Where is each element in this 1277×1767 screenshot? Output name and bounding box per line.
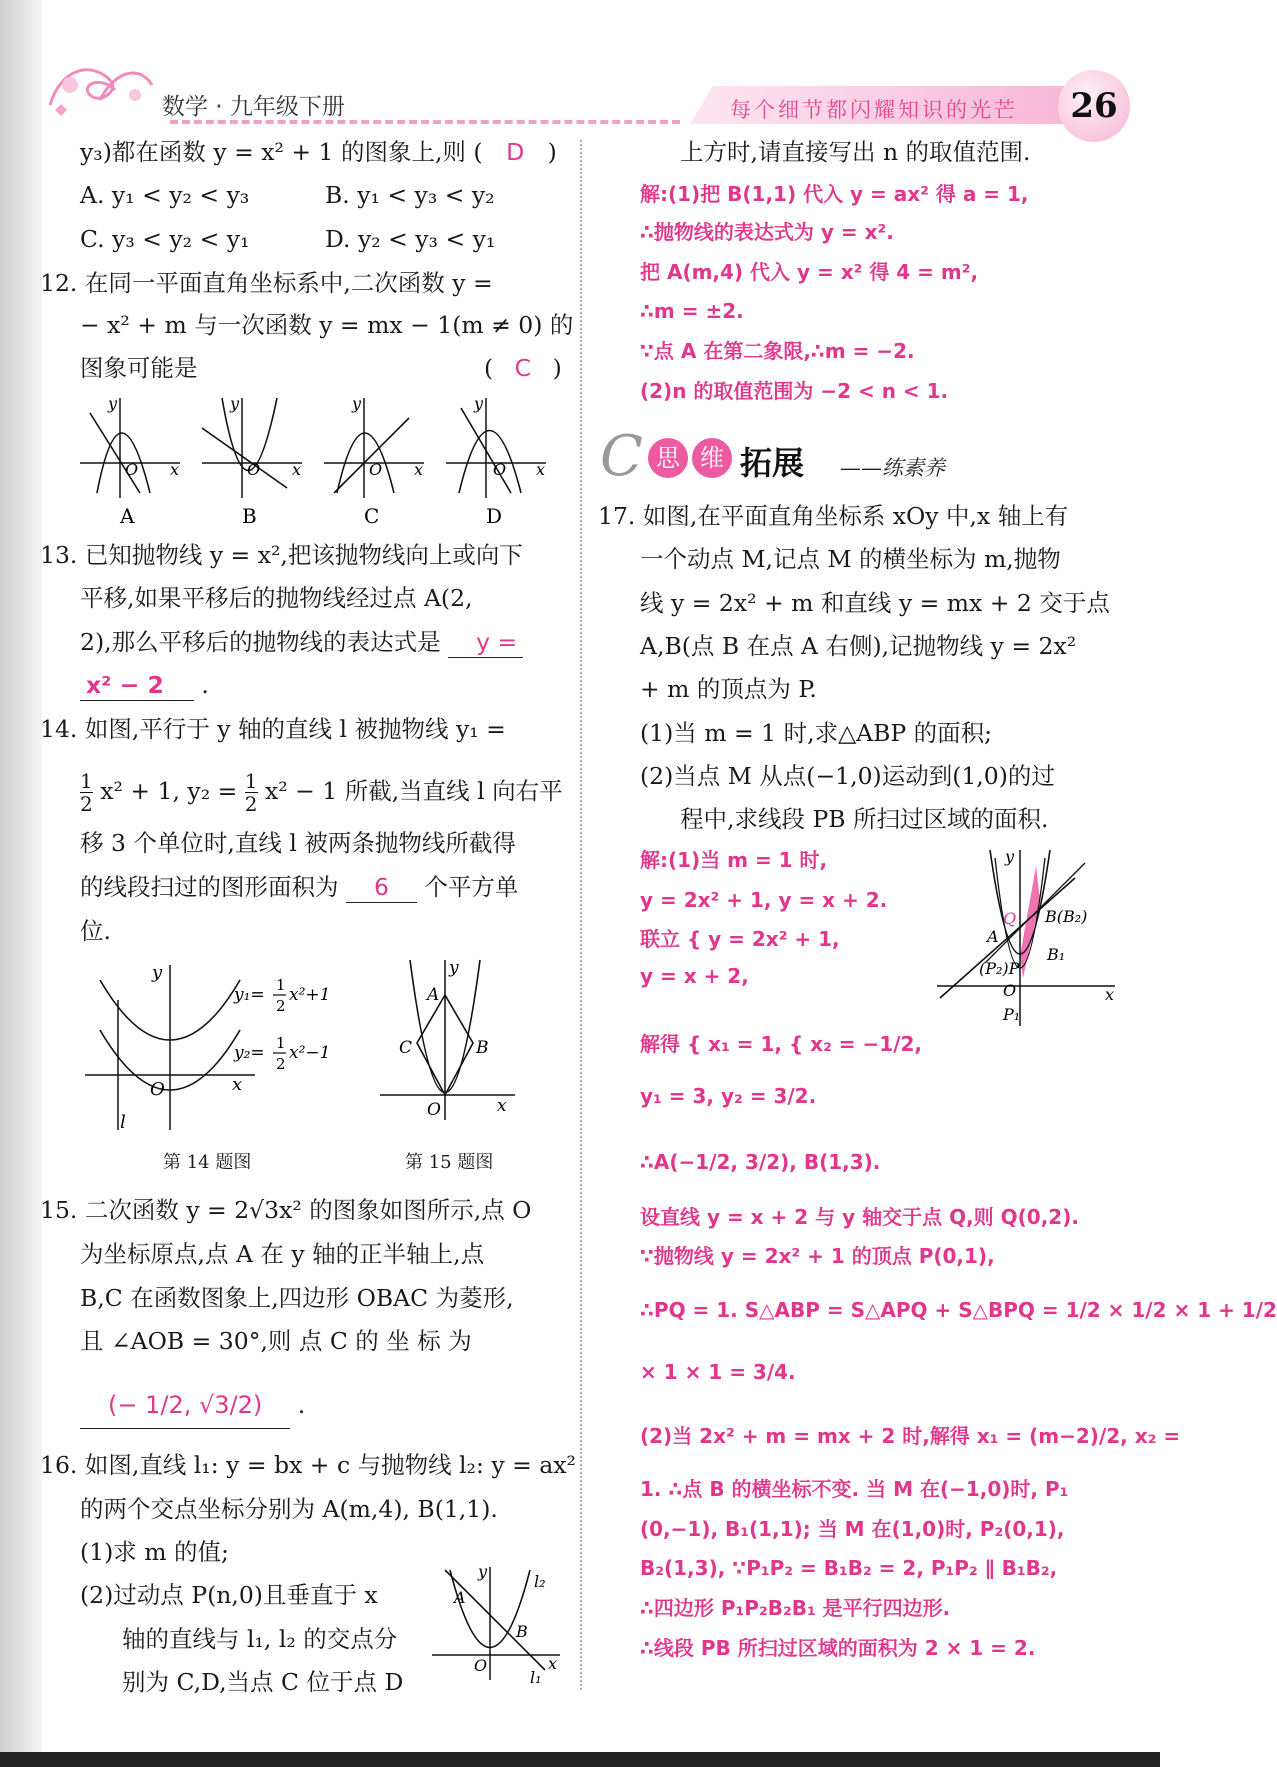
q16-line-3: (1)求 m 的值;	[80, 1538, 229, 1566]
sol17-line-13: 1. ∴点 B 的横坐标不变. 当 M 在(−1,0)时, P₁	[640, 1477, 1069, 1501]
fig14-line-l: l	[120, 1112, 126, 1133]
q11-option-c: C. y₃ < y₂ < y₁	[80, 225, 250, 253]
fig15-label-b: B	[476, 1038, 489, 1058]
q12-label-b: B	[242, 504, 257, 528]
svg-text:y: y	[230, 394, 240, 413]
fig17-label-o: O	[1003, 981, 1017, 1000]
fig14-y2-label: y₂=	[234, 1043, 265, 1063]
q14-line-3: 移 3 个单位时,直线 l 被两条抛物线所截得	[80, 829, 516, 857]
page-number: 26	[1058, 70, 1130, 142]
q16-line-6: 别为 C,D,当点 C 位于点 D	[122, 1668, 404, 1696]
fig14-y1-den: 2	[276, 997, 286, 1015]
fig17-label-b: B(B₂)	[1045, 907, 1088, 926]
fig16-label-a: A	[454, 1588, 466, 1607]
svg-text:x: x	[414, 460, 424, 479]
sol17-line-12: (2)当 2x² + m = mx + 2 时,解得 x₁ = (m−2)/2, x₂ =	[640, 1424, 1181, 1448]
q15-answer-line	[80, 1390, 305, 1429]
sol17-line-14: (0,−1), B₁(1,1); 当 M 在(1,0)时, P₂(0,1),	[640, 1517, 1065, 1541]
section-title: 拓展	[740, 444, 805, 482]
section-badge	[600, 424, 980, 490]
q13-line-4	[80, 670, 209, 701]
q16-line-1: 16. 如图,直线 l₁: y = bx + c 与抛物线 l₂: y = ax²	[40, 1451, 576, 1479]
section-subtitle: ——练素养	[840, 456, 945, 480]
fig16-label-b: B	[516, 1622, 528, 1641]
q13-line-2: 平移,如果平移后的抛物线经过点 A(2,	[80, 584, 473, 612]
q15-line-2: 为坐标原点,点 A 在 y 轴的正半轴上,点	[80, 1240, 485, 1268]
q16-line-2: 的两个交点坐标分别为 A(m,4), B(1,1).	[80, 1495, 498, 1523]
q12-graphs	[75, 393, 565, 528]
q13-answer-part-2: x² − 2	[80, 670, 194, 701]
q12-label-d: D	[486, 504, 503, 528]
q14-frac-2-num: 1	[244, 769, 258, 793]
q12-graph-d	[446, 394, 546, 528]
q16-line-5: 轴的直线与 l₁, l₂ 的交点分	[122, 1625, 398, 1653]
fig14-y2-num: 1	[276, 1034, 286, 1052]
svg-text:O: O	[125, 460, 139, 479]
sol16-line-3: 把 A(m,4) 代入 y = x² 得 4 = m²,	[640, 260, 979, 284]
q15-line-3: B,C 在函数图象上,四边形 OBAC 为菱形,	[80, 1284, 514, 1312]
fig17-label-p2: (P₂)P	[979, 959, 1020, 978]
fig15-graph	[375, 955, 525, 1135]
q12-answer: C	[514, 354, 532, 382]
sol17-line-7: ∴A(−1/2, 3/2), B(1,3).	[640, 1150, 881, 1174]
fig15-label-c: C	[399, 1038, 413, 1058]
sol17-line-15: B₂(1,3), ∵P₁P₂ = B₁B₂ = 2, P₁P₂ ∥ B₁B₂,	[640, 1556, 1058, 1580]
bottom-bar	[0, 1752, 1160, 1767]
q15-line-4: 且 ∠AOB = 30°,则 点 C 的 坐 标 为	[80, 1327, 472, 1355]
svg-text:x: x	[170, 460, 180, 479]
sol16-line-1: 解:(1)把 B(1,1) 代入 y = ax² 得 a = 1,	[640, 182, 1029, 206]
sol16-line-4: ∴m = ±2.	[640, 299, 744, 323]
q12-label-c: C	[364, 504, 380, 528]
q13-answer-part-1: y =	[448, 627, 523, 658]
q13-line-3	[80, 627, 523, 658]
fig17-label-q: Q	[1003, 909, 1017, 928]
q14-line-1: 14. 如图,平行于 y 轴的直线 l 被抛物线 y₁ =	[40, 715, 506, 743]
sol17-line-6: y₁ = 3, y₂ = 3/2.	[640, 1084, 817, 1108]
section-letter: C	[600, 424, 643, 489]
q14-frac-1-den: 2	[80, 792, 93, 816]
sol17-line-1: 解:(1)当 m = 1 时,	[640, 848, 828, 872]
q14-frac-2	[245, 770, 258, 815]
q17-line-4: A,B(点 B 在点 A 右侧),记抛物线 y = 2x²	[640, 632, 1077, 660]
q12-line-1: 12. 在同一平面直角坐标系中,二次函数 y =	[40, 269, 493, 297]
q12-paren-close: )	[552, 354, 562, 382]
q12-graph-a	[80, 394, 180, 528]
q12-label-a: A	[120, 504, 135, 528]
flourish-icon	[40, 50, 160, 120]
svg-text:O: O	[247, 460, 261, 479]
sol16-line-2: ∴抛物线的表达式为 y = x².	[640, 220, 894, 244]
svg-text:y: y	[474, 394, 484, 413]
q17-line-5: + m 的顶点为 P.	[640, 675, 817, 703]
fig15-axis-x: x	[497, 1096, 507, 1116]
sol16-line-5: ∵点 A 在第二象限,∴m = −2.	[640, 339, 915, 363]
q13-line-3-text: 2),那么平移后的抛物线的表达式是	[80, 628, 441, 656]
q11-stem-text: y₃)都在函数 y = x² + 1 的图象上,则 (	[80, 138, 483, 166]
q11-option-a: A. y₁ < y₂ < y₃	[80, 181, 250, 209]
fig15-label-o: O	[427, 1100, 441, 1120]
q14-line-5: 位.	[80, 917, 111, 945]
book-title: 数学 · 九年级下册	[162, 94, 345, 120]
q17-line-2: 一个动点 M,记点 M 的横坐标为 m,抛物	[640, 545, 1061, 573]
q15-answer: (− 1/2, √3/2)	[80, 1390, 290, 1429]
q17-line-7: (2)当点 M 从点(−1,0)运动到(1,0)的过	[640, 762, 1055, 790]
sol17-line-4: y = x + 2,	[640, 964, 749, 988]
fig16-axis-x: x	[548, 1654, 558, 1673]
q15-line-1: 15. 二次函数 y = 2√3x² 的图象如图所示,点 O	[40, 1196, 532, 1224]
q12-line-2: − x² + m 与一次函数 y = mx − 1(m ≠ 0) 的	[80, 311, 574, 339]
q13-end: .	[201, 671, 209, 699]
sol17-line-8: 设直线 y = x + 2 与 y 轴交于点 Q,则 Q(0,2).	[640, 1205, 1079, 1229]
section-char-2: 维	[692, 438, 732, 478]
q12-answer-paren	[484, 353, 562, 383]
q17-line-8: 程中,求线段 PB 所扫过区域的面积.	[680, 805, 1049, 833]
fig17-label-a: A	[987, 927, 999, 946]
fig15-caption: 第 15 题图	[405, 1152, 494, 1173]
fig16-label-l2: l₂	[534, 1572, 546, 1591]
q17-line-6: (1)当 m = 1 时,求△ABP 的面积;	[640, 719, 993, 747]
fig14-axis-y: y	[152, 962, 163, 983]
q15-end: .	[297, 1391, 306, 1419]
fig17-label-b1: B₁	[1047, 945, 1066, 964]
sol17-line-9: ∵抛物线 y = 2x² + 1 的顶点 P(0,1),	[640, 1244, 995, 1268]
q12-line-3: 图象可能是	[80, 354, 198, 382]
svg-text:y: y	[108, 394, 118, 413]
svg-text:x: x	[292, 460, 302, 479]
fig14-y1-label: y₁=	[234, 985, 265, 1005]
sol17-line-2: y = 2x² + 1, y = x + 2.	[640, 888, 888, 912]
q16-line-4: (2)过动点 P(n,0)且垂直于 x	[80, 1581, 378, 1609]
q14-expr-1: x² + 1, y₂ =	[100, 777, 238, 805]
fig14-origin: O	[150, 1079, 165, 1100]
fig17-graph	[935, 848, 1120, 1028]
fig14-y1-expr: x²+1	[289, 985, 331, 1005]
q14-expr-2: x² − 1 所截,当直线 l 向右平	[264, 777, 563, 805]
svg-text:O: O	[369, 460, 383, 479]
q12-graph-c	[324, 394, 424, 528]
q14-frac-1	[80, 770, 93, 815]
q11-option-b: B. y₁ < y₃ < y₂	[325, 181, 495, 209]
sol17-line-10: ∴PQ = 1. S△ABP = S△APQ + S△BPQ = 1/2 × 1/2 × 1 + 1/2	[640, 1298, 1277, 1322]
q11-option-d: D. y₂ < y₃ < y₁	[325, 225, 496, 253]
sol17-line-16: ∴四边形 P₁P₂B₂B₁ 是平行四边形.	[640, 1596, 951, 1620]
q11-stem	[80, 137, 557, 167]
fig17-axis-x: x	[1105, 985, 1115, 1004]
fig14-y1-num: 1	[276, 976, 286, 994]
q14-frac-1-num: 1	[80, 769, 93, 793]
fig14-caption: 第 14 题图	[163, 1152, 252, 1173]
page-shadow	[0, 0, 42, 1767]
fig17-axis-y: y	[1005, 847, 1015, 866]
fig14-y2-expr: x²−1	[289, 1043, 331, 1063]
motto-text: 每个细节都闪耀知识的光芒	[730, 98, 1018, 122]
fig16-label-o: O	[474, 1656, 488, 1675]
fig17-label-p1: P₁	[1003, 1005, 1021, 1024]
fig15-axis-y: y	[449, 958, 459, 978]
fig16-graph	[430, 1562, 570, 1687]
svg-text:O: O	[493, 460, 507, 479]
q11-answer: D	[506, 138, 525, 166]
fig16-axis-y: y	[478, 1562, 488, 1581]
q17-line-3: 线 y = 2x² + m 和直线 y = mx + 2 交于点	[640, 589, 1110, 617]
q17-line-1: 17. 如图,在平面直角坐标系 xOy 中,x 轴上有	[598, 502, 1069, 530]
q13-line-1: 13. 已知抛物线 y = x²,把该抛物线向上或向下	[40, 541, 523, 569]
fig14-graph	[80, 960, 350, 1135]
q12-graph-b	[202, 394, 302, 528]
q16-continuation: 上方时,请直接写出 n 的取值范围.	[680, 138, 1031, 166]
q14-answer: 6	[346, 872, 417, 903]
sol17-line-11: × 1 × 1 = 3/4.	[640, 1360, 796, 1384]
sol17-line-5: 解得 { x₁ = 1, { x₂ = −1/2,	[640, 1032, 923, 1056]
fig15-label-a: A	[427, 985, 440, 1005]
page-header	[40, 50, 1120, 130]
q14-frac-2-den: 2	[244, 792, 258, 816]
fig14-y2-den: 2	[276, 1055, 286, 1073]
q14-line-2	[80, 770, 563, 815]
section-char-1: 思	[648, 438, 688, 478]
fig16-label-l1: l₁	[530, 1668, 542, 1687]
fig14-axis-x: x	[232, 1074, 243, 1095]
q11-paren-close: )	[547, 138, 557, 166]
sol16-line-6: (2)n 的取值范围为 −2 < n < 1.	[640, 379, 949, 403]
q14-line-4-tail: 个平方单	[424, 873, 519, 901]
sol17-line-3: 联立 { y = 2x² + 1,	[640, 927, 840, 951]
column-divider	[580, 140, 582, 1690]
q12-paren-open: (	[484, 354, 494, 382]
svg-text:x: x	[536, 460, 546, 479]
q14-line-4-text: 的线段扫过的图形面积为	[80, 873, 339, 901]
header-divider	[170, 120, 680, 124]
sol17-line-17: ∴线段 PB 所扫过区域的面积为 2 × 1 = 2.	[640, 1636, 1036, 1660]
q14-line-4	[80, 872, 518, 903]
svg-text:y: y	[352, 394, 362, 413]
